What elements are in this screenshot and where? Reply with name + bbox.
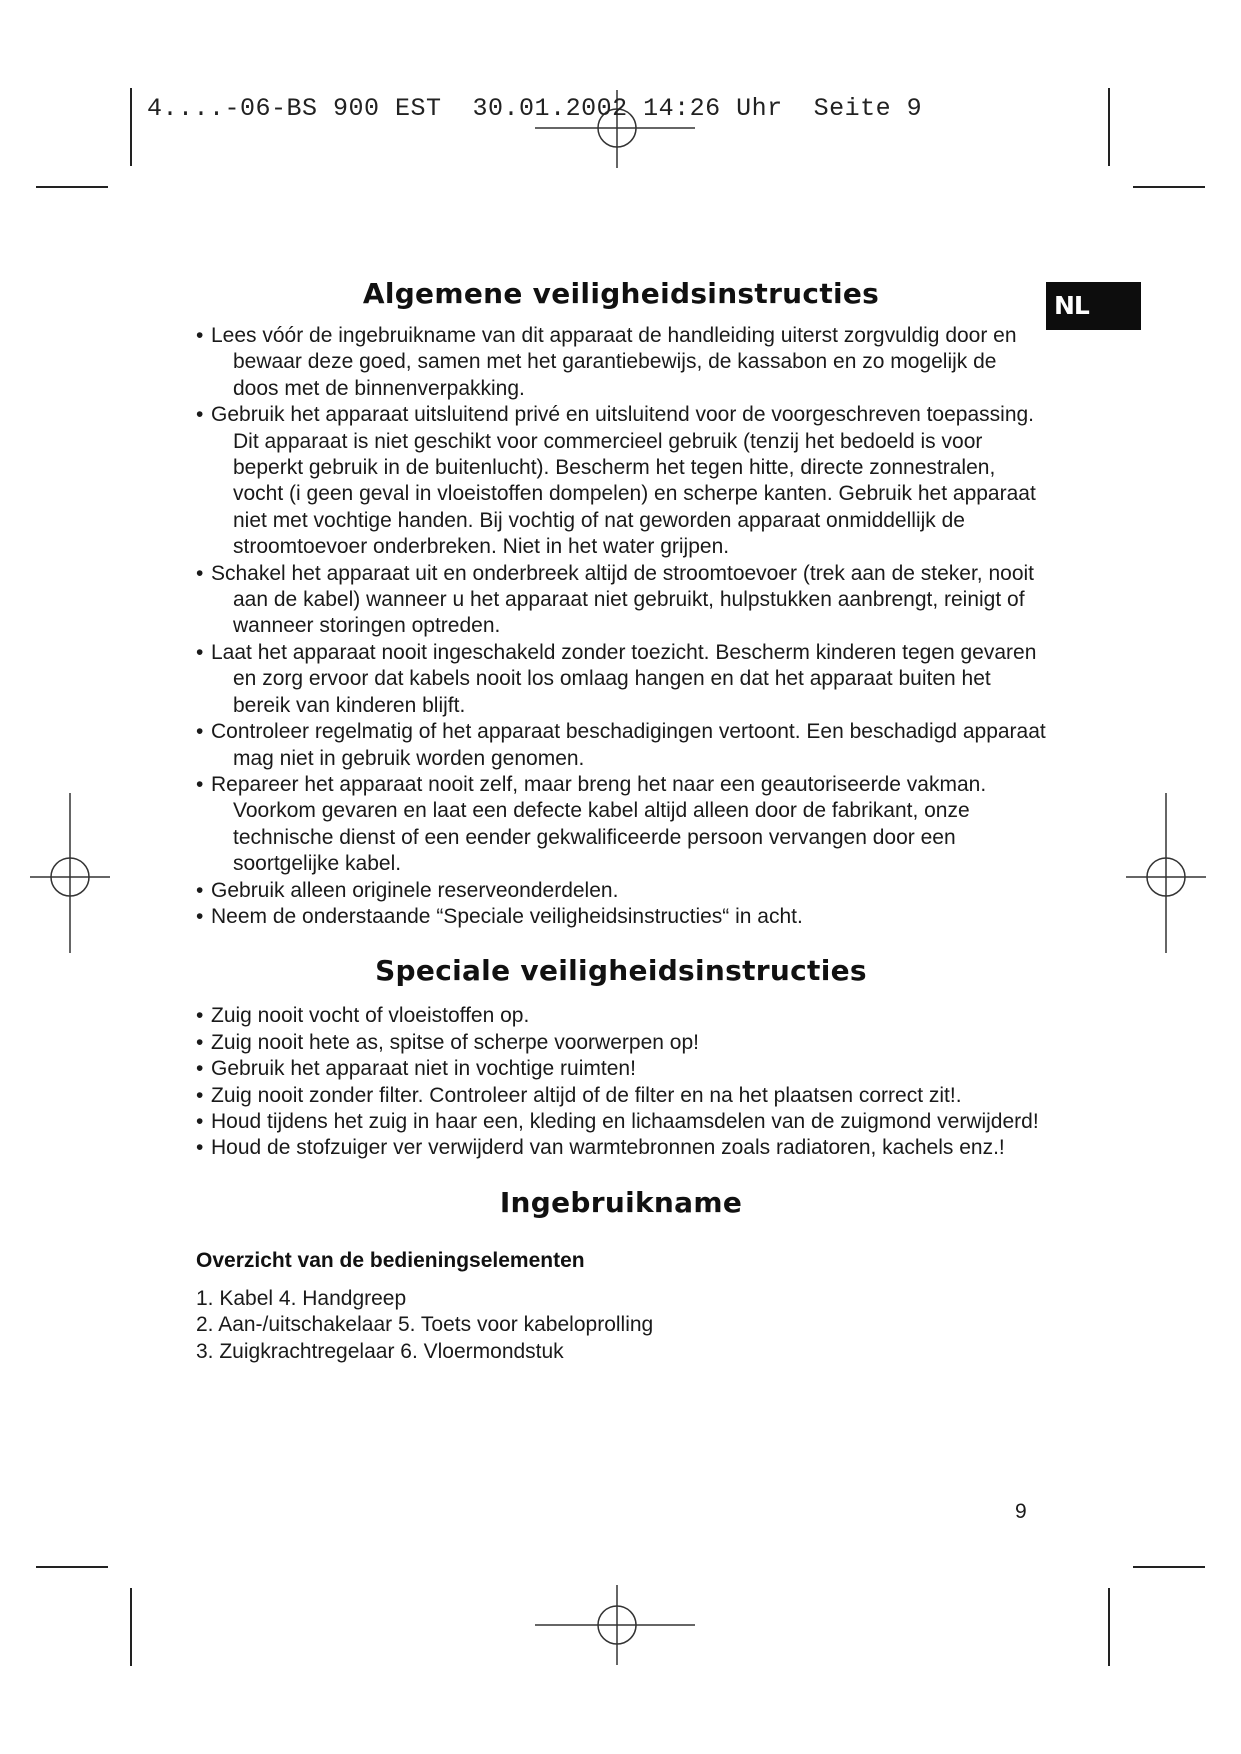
bullet-icon: • xyxy=(196,720,204,744)
crop-mark xyxy=(130,1588,132,1666)
list-item: • Lees vóór de ingebruikname van dit apparaat de handleiding uiterst zorgvuldig door en bewaar deze goed, samen met het garantiebewijs, de kassabon en zo mogelijk de doos met de binnenverpakking. xyxy=(196,324,1017,400)
list-item: 1. Kabel 4. Handgreep xyxy=(196,1286,407,1310)
crop-mark xyxy=(1133,186,1205,188)
section-title-special-safety: Speciale veiligheidsinstructies xyxy=(375,954,867,988)
list-item: • Zuig nooit zonder filter. Controleer altijd of de filter en na het plaatsen correct zit!. xyxy=(196,1083,1046,1109)
list-item: • Zuig nooit hete as, spitse of scherpe voorwerpen op! xyxy=(196,1030,1046,1056)
controls-overview-heading: Overzicht van de bedieningselementen xyxy=(196,1248,585,1272)
bullet-icon: • xyxy=(196,1136,204,1160)
general-safety-list xyxy=(196,323,1046,930)
print-slug-header: 4....-06-BS 900 EST 30.01.2002 14:26 Uhr Seite 9 xyxy=(147,94,923,123)
bullet-icon: • xyxy=(196,640,204,664)
list-item: • Gebruik het apparaat niet in vochtige ruimten! xyxy=(196,1056,1046,1082)
bullet-icon: • xyxy=(196,324,204,347)
list-item: • Controleer regelmatig of het apparaat beschadigingen vertoont. Een beschadigd apparaat mag niet in gebruik worden genomen. xyxy=(196,720,1046,770)
list-item: • Repareer het apparaat nooit zelf, maar breng het naar een geautoriseerde vakman. Voorkom gevaren en laat een defecte kabel altijd alleen door de fabrikant, onze technische dienst of een eender gekwalificeerde persoon vervangen door een soortgelijke kabel. xyxy=(196,772,987,876)
list-item: • Houd tijdens het zuig in haar een, kleding en lichaamsdelen van de zuigmond verwijderd! xyxy=(196,1109,1046,1135)
list-item: • Schakel het apparaat uit en onderbreek altijd de stroomtoevoer (trek aan de steker, nooit aan de kabel) wanneer u het apparaat niet gebruikt, hulpstukken aanbrengt, reinigt of wanneer storingen optreden. xyxy=(196,561,1034,638)
main-content xyxy=(196,277,1046,1365)
bullet-icon: • xyxy=(196,878,204,902)
crop-mark xyxy=(36,1566,108,1568)
crop-mark xyxy=(130,88,132,166)
special-safety-list xyxy=(196,1003,1046,1161)
bullet-icon: • xyxy=(196,904,204,928)
bullet-icon: • xyxy=(196,403,204,427)
crop-mark xyxy=(36,186,108,188)
registration-mark-left xyxy=(30,793,110,953)
list-item: 2. Aan-/uitschakelaar 5. Toets voor kabeloprolling xyxy=(196,1313,654,1337)
section-title-general-safety: Algemene veiligheidsinstructies xyxy=(362,277,880,310)
controls-list xyxy=(196,1286,1046,1365)
crop-mark xyxy=(1108,88,1110,166)
crop-mark xyxy=(1133,1566,1205,1568)
list-item: • Laat het apparaat nooit ingeschakeld zonder toezicht. Bescherm kinderen tegen gevaren en zorg ervoor dat kabels nooit los omlaag hangen en dat het apparaat buiten het bereik van kinderen blijft. xyxy=(196,640,1037,717)
language-tab: NL xyxy=(1046,282,1141,330)
bullet-icon: • xyxy=(196,1083,204,1107)
crop-mark xyxy=(1108,1588,1110,1666)
list-item: • Zuig nooit vocht of vloeistoffen op. xyxy=(196,1003,1046,1029)
bullet-icon: • xyxy=(196,1004,204,1028)
registration-mark-bottom xyxy=(535,1585,695,1665)
section-title-getting-started: Ingebruikname xyxy=(499,1185,743,1219)
list-item: 3. Zuigkrachtregelaar 6. Vloermondstuk xyxy=(196,1339,564,1363)
list-item: • Gebruik het apparaat uitsluitend privé en uitsluitend voor de voorgeschreven toepassing. Dit apparaat is niet geschikt voor commercieel gebruik (tenzij het bedoeld is voor beperkt gebruik in de buitenlucht). Bescherm het tegen hitte, directe zonnestralen, vocht (i geen geval in vloeistoffen dompelen) en scherpe kanten. Gebruik het apparaat niet met vochtige handen. Bij vochtig of nat geworden apparaat onmiddellijk de stroomtoevoer onderbreken. Niet in het water grijpen. xyxy=(196,403,1036,559)
bullet-icon: • xyxy=(196,772,204,796)
bullet-icon: • xyxy=(196,1109,204,1133)
bullet-icon: • xyxy=(196,1030,204,1054)
page-number: 9 xyxy=(1015,1500,1027,1523)
registration-mark-right xyxy=(1126,793,1206,953)
list-item: • Houd de stofzuiger ver verwijderd van warmtebronnen zoals radiatoren, kachels enz.! xyxy=(196,1135,1046,1161)
list-item: • Gebruik alleen originele reserveonderdelen. xyxy=(196,878,1046,904)
bullet-icon: • xyxy=(196,1057,204,1081)
bullet-icon: • xyxy=(196,561,204,585)
list-item: • Neem de onderstaande “Speciale veiligheidsinstructies“ in acht. xyxy=(196,904,1046,930)
